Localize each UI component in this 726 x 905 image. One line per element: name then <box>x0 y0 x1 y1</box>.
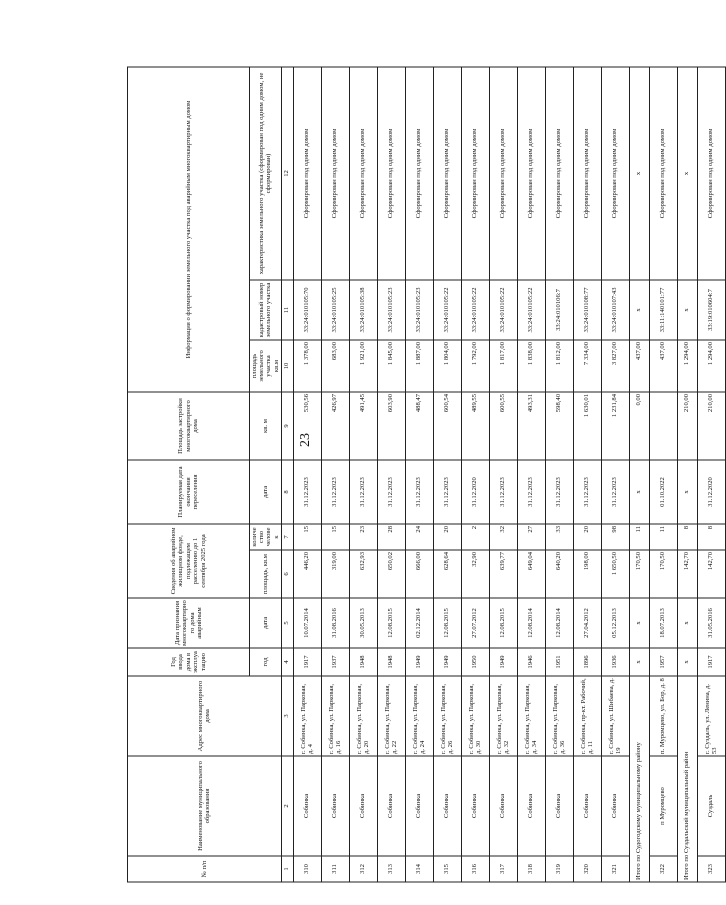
column-number: 4 <box>281 648 293 676</box>
table-cell-cad: 33:24:010105:38 <box>349 280 377 340</box>
table-cell-fp: 530,56 <box>293 392 321 460</box>
table-cell-year: 1949 <box>433 648 461 676</box>
table-cell-land: 1 887,00 <box>405 340 433 392</box>
table-cell-mo: Собинка <box>545 756 573 856</box>
table-cell-mo: Собинка <box>321 756 349 856</box>
table-cell-addr: г. Собинка, ул. Парковая, д. 22 <box>377 676 405 756</box>
table-cell-rec: 12.08.2015 <box>377 598 405 648</box>
table-cell-land: 1 812,00 <box>545 340 573 392</box>
table-cell-n: 321 <box>601 856 629 882</box>
table-cell-mo: Собинка <box>293 756 321 856</box>
table-cell-n: 310 <box>293 856 321 882</box>
table-cell-year: 1896 <box>573 648 601 676</box>
rotated-document <box>127 68 718 883</box>
table-cell-area: 32,90 <box>461 550 489 598</box>
table-cell-n: 311 <box>321 856 349 882</box>
page-number: 23 <box>298 433 313 447</box>
table-cell-mo: Собинка <box>405 756 433 856</box>
table-cell-rec: 12.08.2014 <box>517 598 545 648</box>
table-cell-plan: 31.12.2023 <box>545 460 573 524</box>
table-cell-plan: 31.12.2020 <box>697 460 725 524</box>
table-cell-ppl: 2 <box>461 524 489 550</box>
table-cell-fp: 1 231,84 <box>601 392 629 460</box>
table-cell-ppl: 98 <box>601 524 629 550</box>
table-cell-rec: 05.12.2013 <box>601 598 629 648</box>
table-cell-land: 1 294,00 <box>697 340 725 392</box>
table-cell-n: 320 <box>573 856 601 882</box>
table-cell-n: 314 <box>405 856 433 882</box>
table-cell-char: Сформирован под одним домом <box>433 67 461 280</box>
table-cell-cad: 33:24:010106:7 <box>545 280 573 340</box>
header-num: № п/п <box>128 856 282 882</box>
table-row <box>377 67 405 882</box>
table-cell-char: Сформирован под одним домом <box>349 67 377 280</box>
table-cell-n: 315 <box>433 856 461 882</box>
total-cell-cad: x <box>677 280 697 340</box>
total-cell-land: 437,00 <box>629 340 649 392</box>
table-cell-land: 1 845,00 <box>377 340 405 392</box>
table-cell-rec: 18.07.2013 <box>649 598 677 648</box>
column-number: 11 <box>281 280 293 340</box>
table-cell-char: Сформирован под одним домом <box>321 67 349 280</box>
table-cell-cad: 33:24:010105:22 <box>517 280 545 340</box>
total-cell-area: 170,50 <box>629 550 649 598</box>
subheader-people: количество человек <box>250 524 282 550</box>
table-cell-mo: Собинка <box>433 756 461 856</box>
total-cell-year: x <box>677 648 697 676</box>
table-cell-mo: Собинка <box>489 756 517 856</box>
total-cell-plan: x <box>629 460 649 524</box>
column-number: 5 <box>281 598 293 648</box>
table-cell-ppl: 27 <box>517 524 545 550</box>
table-cell-plan: 31.12.2023 <box>293 460 321 524</box>
table-cell-ppl: 32 <box>489 524 517 550</box>
table-cell-n: 323 <box>697 856 725 882</box>
total-cell-rec: x <box>629 598 649 648</box>
table-cell-year: 1948 <box>349 648 377 676</box>
table-cell-ppl: 20 <box>433 524 461 550</box>
table-cell-addr: г. Собинка, ул. Парковая, д. 16 <box>321 676 349 756</box>
table-cell-addr: г. Собинка, ул. Парковая, д. 4 <box>293 676 321 756</box>
table-row <box>433 67 461 882</box>
table-cell-plan: 31.12.2023 <box>321 460 349 524</box>
table-cell-mo: Собинка <box>601 756 629 856</box>
table-cell-n: 319 <box>545 856 573 882</box>
subheader-characteristic: характеристика земельного участка (сформирован под одним домом, не сформирован) <box>250 67 282 280</box>
table-cell-cad: 33:24:010108:77 <box>573 280 601 340</box>
table-cell-n: 317 <box>489 856 517 882</box>
table-cell-mo: Собинка <box>573 756 601 856</box>
column-number: 3 <box>281 676 293 756</box>
total-cell-char: x <box>629 67 649 280</box>
table-cell-fp: 426,97 <box>321 392 349 460</box>
table-cell-char: Сформирован под одним домом <box>649 67 677 280</box>
table-cell-fp: 600,54 <box>433 392 461 460</box>
table-cell-addr: п. Муромцево, ул. Бор, д. 8 <box>649 676 677 756</box>
table-cell-fp: 493,31 <box>517 392 545 460</box>
table-cell-rec: 31.05.2016 <box>697 598 725 648</box>
column-number: 6 <box>281 550 293 598</box>
table-cell-char: Сформирован под одним домом <box>697 67 725 280</box>
total-label: Итого по Суздальский муниципальный район <box>677 676 697 882</box>
table-cell-rec: 12.08.2015 <box>433 598 461 648</box>
table-cell-land: 3 827,00 <box>601 340 629 392</box>
table-cell-ppl: 15 <box>293 524 321 550</box>
table-row <box>405 67 433 882</box>
table-cell-year: 1917 <box>697 648 725 676</box>
subheader-footprint-unit: кв. м <box>250 392 282 460</box>
table-cell-area: 446,20 <box>293 550 321 598</box>
table-cell-addr: г. Собинка, ул. Парковая, д. 20 <box>349 676 377 756</box>
table-cell-fp: 598,40 <box>545 392 573 460</box>
table-cell-fp <box>649 392 677 460</box>
table-row <box>601 67 629 882</box>
column-number-row <box>281 67 293 882</box>
table-cell-cad: 33:24:010105:22 <box>461 280 489 340</box>
total-label: Итого по Судогодскому муниципальному району <box>629 676 649 882</box>
column-number: 7 <box>281 524 293 550</box>
table-cell-cad: 33:19:010604:7 <box>697 280 725 340</box>
table-cell-n: 313 <box>377 856 405 882</box>
table-cell-n: 316 <box>461 856 489 882</box>
table-cell-addr: г. Собинка, ул. Парковая, д. 26 <box>433 676 461 756</box>
total-cell-ppl: 11 <box>629 524 649 550</box>
table-cell-rec: 12.08.2014 <box>545 598 573 648</box>
table-cell-land: 1 804,00 <box>433 340 461 392</box>
total-cell-ppl: 8 <box>677 524 697 550</box>
total-cell-land: 1 294,00 <box>677 340 697 392</box>
table-cell-land: 1 817,00 <box>489 340 517 392</box>
table-cell-cad: 33:24:010105:25 <box>321 280 349 340</box>
table-cell-rec: 27.07.2012 <box>461 598 489 648</box>
table-cell-char: Сформирован под одним домом <box>601 67 629 280</box>
table-cell-ppl: 33 <box>545 524 573 550</box>
total-cell-fp: 210,00 <box>677 392 697 460</box>
table-cell-mo: Собинка <box>461 756 489 856</box>
table-cell-addr: г. Собинка, ул. Парковая, д. 32 <box>489 676 517 756</box>
table-cell-n: 322 <box>649 856 677 882</box>
column-number: 2 <box>281 756 293 856</box>
table-cell-plan: 31.12.2023 <box>377 460 405 524</box>
table-cell-fp: 603,90 <box>377 392 405 460</box>
table-cell-cad: 33:24:010107:43 <box>601 280 629 340</box>
total-row <box>677 67 697 882</box>
total-cell-year: x <box>629 648 649 676</box>
table-cell-char: Сформирован под одним домом <box>377 67 405 280</box>
table-cell-area: 632,93 <box>349 550 377 598</box>
table-row <box>545 67 573 882</box>
table-cell-fp: 210,00 <box>697 392 725 460</box>
table-cell-char: Сформирован под одним домом <box>545 67 573 280</box>
table-row <box>649 67 677 882</box>
table-cell-rec: 12.08.2015 <box>489 598 517 648</box>
table-cell-plan: 31.12.2023 <box>601 460 629 524</box>
table-cell-ppl: 28 <box>377 524 405 550</box>
table-cell-land: 437,00 <box>649 340 677 392</box>
table-cell-mo: Собинка <box>349 756 377 856</box>
table-cell-rec: 10.07.2014 <box>293 598 321 648</box>
table-cell-year: 1951 <box>545 648 573 676</box>
column-number: 8 <box>281 460 293 524</box>
table-cell-fp: 488,47 <box>405 392 433 460</box>
subheader-land-area: площадь земельного участка кв.м <box>250 340 282 392</box>
table-cell-char: Сформирован под одним домом <box>461 67 489 280</box>
table-cell-char: Сформирован под одним домом <box>573 67 601 280</box>
table-cell-ppl: 23 <box>349 524 377 550</box>
header-recognition: Дата признания многоквартирного дома аварийным <box>128 598 250 648</box>
table-cell-fp: 491,45 <box>349 392 377 460</box>
column-number: 1 <box>281 856 293 882</box>
table-row <box>461 67 489 882</box>
table-cell-cad: 33:24:010105:70 <box>293 280 321 340</box>
table-cell-area: 170,50 <box>649 550 677 598</box>
table-cell-cad: 33:24:010105:23 <box>377 280 405 340</box>
table-cell-rec: 31.08.2016 <box>321 598 349 648</box>
table-cell-mo: Собинка <box>377 756 405 856</box>
table-cell-rec: 30.05.2013 <box>349 598 377 648</box>
table-row <box>293 67 321 882</box>
table-cell-plan: 31.12.2023 <box>573 460 601 524</box>
total-cell-rec: x <box>677 598 697 648</box>
table-cell-addr: г. Собинка, ул. Шибаева, д. 19 <box>601 676 629 756</box>
table-cell-fp: 600,55 <box>489 392 517 460</box>
header-footprint: Площадь застройки многоквартирного дома <box>128 392 250 460</box>
total-cell-char: x <box>677 67 697 280</box>
column-number: 9 <box>281 392 293 460</box>
total-cell-cad: x <box>629 280 649 340</box>
subheader-year: год <box>250 648 282 676</box>
table-cell-addr: г. Собинка, ул. Парковая, д. 36 <box>545 676 573 756</box>
table-cell-ppl: 8 <box>697 524 725 550</box>
table-cell-ppl: 24 <box>405 524 433 550</box>
table-cell-land: 1 838,00 <box>517 340 545 392</box>
table-row <box>517 67 545 882</box>
table-body <box>293 67 725 882</box>
table-cell-land: 1 792,00 <box>461 340 489 392</box>
table-cell-land: 683,00 <box>321 340 349 392</box>
table-cell-addr: г. Суздаль, ул. Ленина, д. 53 <box>697 676 725 756</box>
table-cell-fp: 1 630,01 <box>573 392 601 460</box>
table-cell-plan: 31.12.2023 <box>405 460 433 524</box>
table-cell-addr: г. Собинка, ул. Парковая, д. 30 <box>461 676 489 756</box>
table-cell-area: 628,64 <box>433 550 461 598</box>
table-cell-year: 1957 <box>649 648 677 676</box>
emergency-housing-table <box>127 67 726 883</box>
table-cell-year: 1948 <box>377 648 405 676</box>
table-cell-year: 1949 <box>489 648 517 676</box>
table-cell-area: 142,70 <box>697 550 725 598</box>
total-row <box>629 67 649 882</box>
table-cell-land: 7 334,00 <box>573 340 601 392</box>
table-cell-mo: Суздаль <box>697 756 725 856</box>
header-year-built: Год ввода дома в эксплуатацию <box>128 648 250 676</box>
table-cell-area: 198,00 <box>573 550 601 598</box>
total-cell-area: 142,70 <box>677 550 697 598</box>
header-land-plot: Информация о формировании земельного участка под аварийным многоквартирным домом <box>128 67 250 392</box>
table-cell-ppl: 20 <box>573 524 601 550</box>
table-cell-year: 1949 <box>405 648 433 676</box>
subheader-planned-date: дата <box>250 460 282 524</box>
table-cell-ppl: 11 <box>649 524 677 550</box>
table-cell-mo: Собинка <box>517 756 545 856</box>
table-cell-area: 319,00 <box>321 550 349 598</box>
table-cell-rec: 27.04.2012 <box>573 598 601 648</box>
table-cell-year: 1946 <box>517 648 545 676</box>
table-cell-area: 650,02 <box>377 550 405 598</box>
table-cell-plan: 31.12.2023 <box>349 460 377 524</box>
table-cell-cad: 33:24:010105:22 <box>433 280 461 340</box>
table-cell-char: Сформирован под одним домом <box>489 67 517 280</box>
subheader-cadastral: кадастровый номер земельного участка <box>250 280 282 340</box>
total-cell-fp: 0,00 <box>629 392 649 460</box>
table-cell-plan: 31.12.2020 <box>461 460 489 524</box>
header-municipality: Наименование муниципального образования <box>128 756 282 856</box>
table-cell-ppl: 15 <box>321 524 349 550</box>
table-cell-area: 649,04 <box>517 550 545 598</box>
table-row <box>489 67 517 882</box>
table-cell-addr: г. Собинка, пр-кт. Рабочий, д. 11 <box>573 676 601 756</box>
table-row <box>321 67 349 882</box>
table-cell-year: 1936 <box>601 648 629 676</box>
subheader-area: площадь, кв.м <box>250 550 282 598</box>
subheader-date: дата <box>250 598 282 648</box>
table-cell-area: 639,77 <box>489 550 517 598</box>
table-cell-plan: 31.12.2023 <box>489 460 517 524</box>
column-number: 10 <box>281 340 293 392</box>
table-row <box>573 67 601 882</box>
table-row <box>697 67 725 882</box>
table-cell-plan: 31.12.2023 <box>433 460 461 524</box>
header-address: Адрес многоквартирного дома <box>128 676 282 756</box>
table-cell-year: 1950 <box>461 648 489 676</box>
table-cell-area: 666,00 <box>405 550 433 598</box>
header-planned-date: Планируемая дата окончания переселения <box>128 460 250 524</box>
table-cell-char: Сформирован под одним домом <box>517 67 545 280</box>
table-cell-addr: г. Собинка, ул. Парковая, д. 34 <box>517 676 545 756</box>
table-cell-cad: 33:24:010105:23 <box>405 280 433 340</box>
header-emergency-fund: Сведения об аварийном жилищном фонде, подлежащем расселению до 1 сентября 2025 года <box>128 524 250 598</box>
table-cell-area: 640,20 <box>545 550 573 598</box>
table-cell-rec: 02.12.2014 <box>405 598 433 648</box>
table-cell-year: 1917 <box>293 648 321 676</box>
table-cell-plan: 01.10.2022 <box>649 460 677 524</box>
table-cell-land: 1 378,00 <box>293 340 321 392</box>
table-cell-n: 312 <box>349 856 377 882</box>
table-cell-char: Сформирован под одним домом <box>405 67 433 280</box>
table-cell-n: 318 <box>517 856 545 882</box>
table-cell-mo: п Муромцево <box>649 756 677 856</box>
table-cell-cad: 33:11:140101:77 <box>649 280 677 340</box>
table-cell-addr: г. Собинка, ул. Парковая, д. 24 <box>405 676 433 756</box>
table-cell-plan: 31.12.2023 <box>517 460 545 524</box>
table-cell-cad: 33:24:010105:22 <box>489 280 517 340</box>
table-row <box>349 67 377 882</box>
table-cell-year: 1937 <box>321 648 349 676</box>
table-cell-area: 1 650,50 <box>601 550 629 598</box>
table-cell-char: Сформирован под одним домом <box>293 67 321 280</box>
table-cell-land: 1 921,00 <box>349 340 377 392</box>
table-cell-fp: 489,55 <box>461 392 489 460</box>
column-number: 12 <box>281 67 293 280</box>
total-cell-plan: x <box>677 460 697 524</box>
